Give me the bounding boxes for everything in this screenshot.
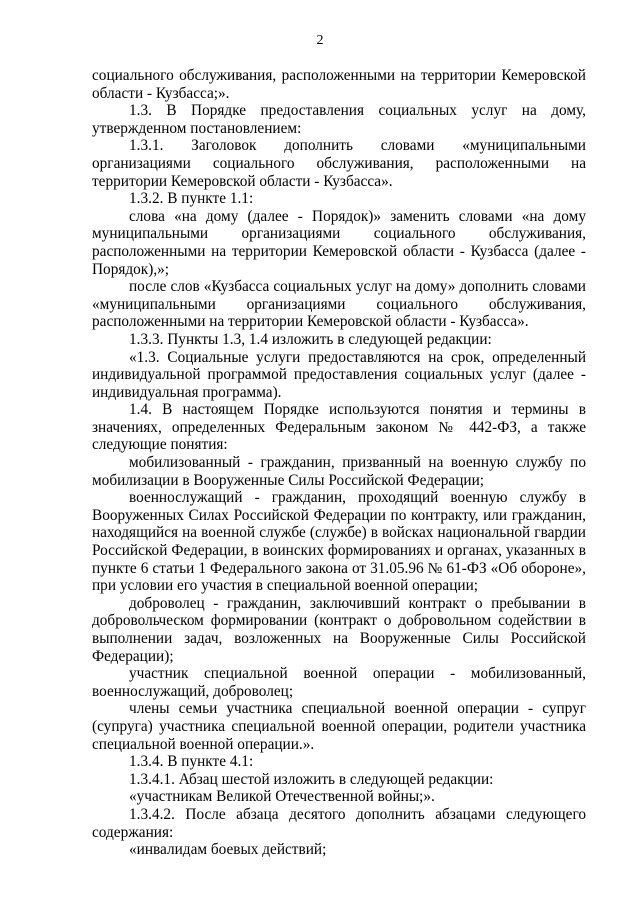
paragraph-1-3-4: 1.3.4. В пункте 4.1: <box>129 753 254 771</box>
paragraph-1-3-1: 1.3.1. Заголовок дополнить словами «муниципальными организациями социального обслуживания, расположенными на территории Кемеровской области - Кузбасса». <box>92 137 586 190</box>
paragraph-replace-words: слова «на дому (далее - Порядок)» заменить словами «на дому муниципальными организациями социального обслуживания, расположенными на территории Кемеровской области - Кузбасса (далее - Порядок),»; <box>92 207 586 278</box>
paragraph-1-3-3: 1.3.3. Пункты 1.3, 1.4 изложить в следующей редакции: <box>129 330 492 348</box>
definition-family-members: члены семьи участника специальной военной операции - супруг (супруга) участника специальной военной операции, родители участника специальной военной операции.». <box>92 700 586 753</box>
paragraph-point-1-3: «1.3. Социальные услуги предоставляются на срок, определенный индивидуальной программой предоставления социальных услуг (далее - индивидуальная программа). <box>92 348 586 401</box>
paragraph-war-participants: «участникам Великой Отечественной войны;». <box>129 788 435 806</box>
paragraph-1-3-4-2: 1.3.4.2. После абзаца десятого дополнить абзацами следующего содержания: <box>92 805 586 841</box>
paragraph-1-3: 1.3. В Порядке предоставления социальных услуг на дому, утвержденном постановлением: <box>92 102 586 137</box>
page-number: 2 <box>316 33 324 48</box>
paragraph-1-3-4-1: 1.3.4.1. Абзац шестой изложить в следующей редакции: <box>129 770 494 788</box>
document-body <box>92 67 586 859</box>
paragraph-point-1-4: 1.4. В настоящем Порядке используются понятия и термины в значениях, определенных Федеральным законом № 442-ФЗ, а также следующие понятия: <box>92 401 586 454</box>
paragraph-combat-invalids: «инвалидам боевых действий; <box>129 841 327 859</box>
paragraph-1: социального обслуживания, расположенными на территории Кемеровской области - Кузбасса;». <box>92 67 586 102</box>
definition-participant: участник специальной военной операции - мобилизованный, военнослужащий, доброволец; <box>92 665 586 700</box>
definition-mobilized: мобилизованный - гражданин, призванный на военную службу по мобилизации в Вооруженные Силы Российской Федерации; <box>92 454 586 489</box>
paragraph-add-words: после слов «Кузбасса социальных услуг на дому» дополнить словами «муниципальными организациями социального обслуживания, расположенными на территории Кемеровской области - Кузбасса». <box>92 278 586 331</box>
definition-serviceman: военнослужащий - гражданин, проходящий военную службу в Вооруженных Силах Российской Федерации по контракту, или гражданин, находящийся на военной службе (службе) в войсках национальной гвардии Российской Федерации, в воинских формированиях и органах, указанных в пункте 6 статьи 1 Федерального закона от 31.05.96 № 61-ФЗ «Об обороне», при условии его участия в специальной военной операции; <box>92 489 586 595</box>
definition-volunteer: доброволец - гражданин, заключивший контракт о пребывании в добровольческом формировании (контракт о добровольном содействии в выполнении задач, возложенных на Вооруженные Силы Российской Федерации); <box>92 594 586 665</box>
paragraph-1-3-2: 1.3.2. В пункте 1.1: <box>129 190 254 208</box>
